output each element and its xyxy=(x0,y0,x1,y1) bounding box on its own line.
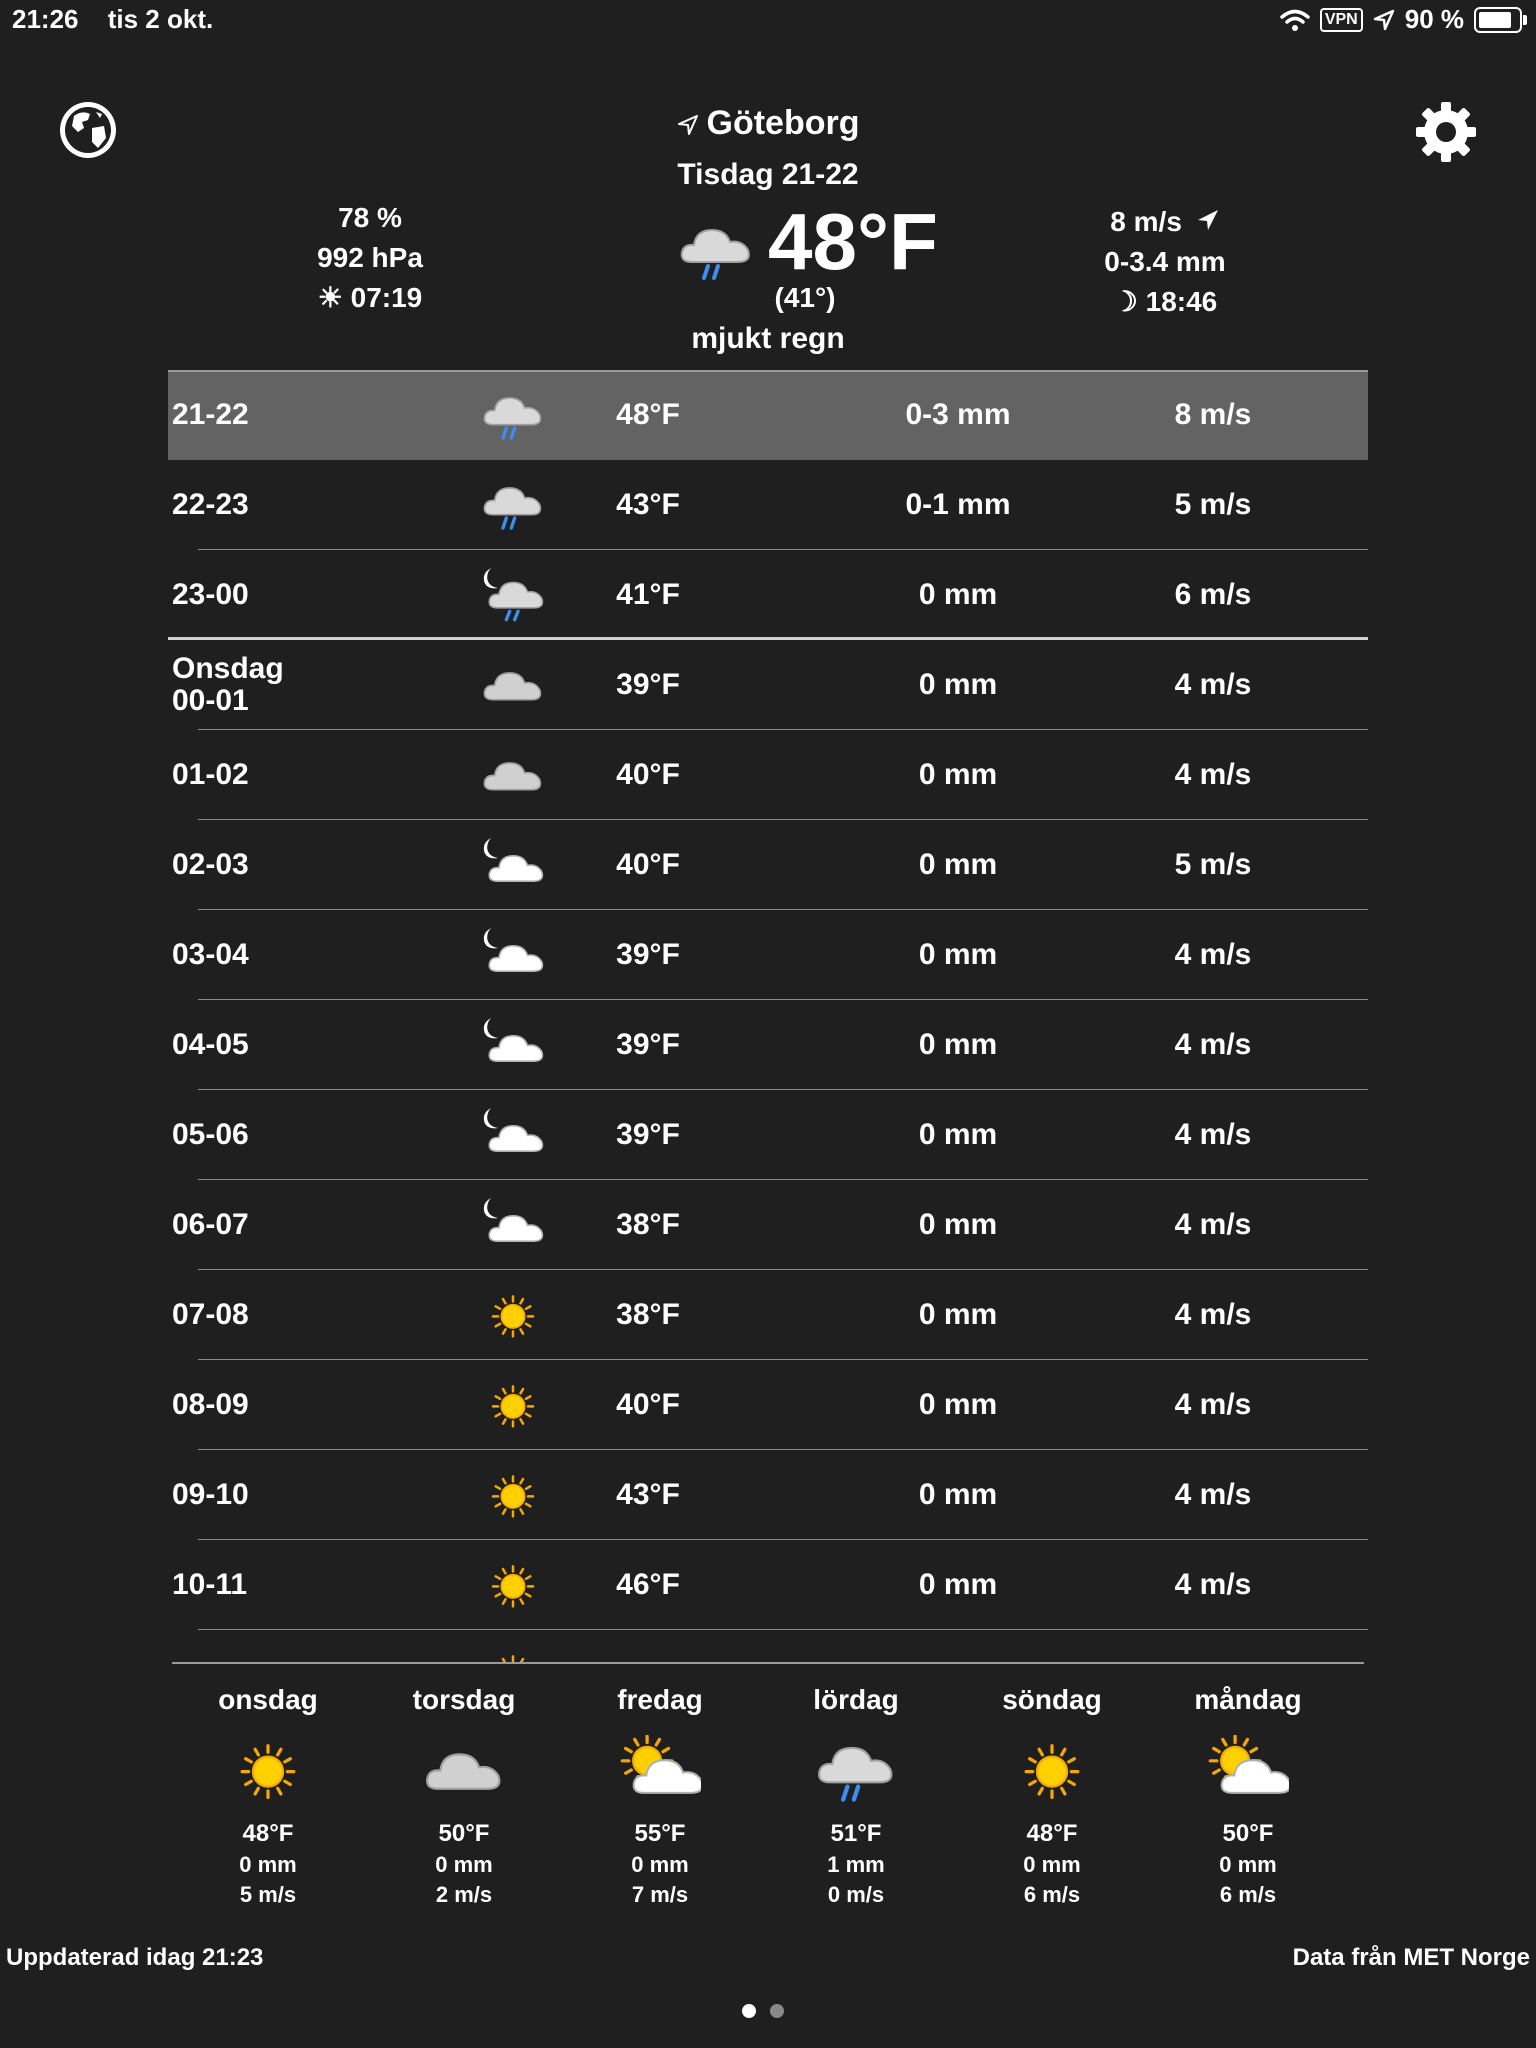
hour-temperature: 40°F xyxy=(616,848,680,881)
day-weather-icon xyxy=(758,1730,954,1810)
status-bar-right xyxy=(1280,4,1522,35)
day-wind: 7 m/s xyxy=(631,1882,689,1907)
hourly-row[interactable] xyxy=(168,1540,1368,1630)
day-label: Onsdag xyxy=(172,652,284,685)
vpn-badge: VPN xyxy=(1320,8,1363,32)
day-precipitation: 0 mm xyxy=(631,1852,689,1877)
hour-range: 08-09 xyxy=(172,1388,249,1421)
hour-range: 03-04 xyxy=(172,938,249,971)
hour-range: 01-02 xyxy=(172,758,249,791)
current-temperature: 48°F xyxy=(768,197,938,286)
hour-range-cell xyxy=(172,460,422,550)
hour-wind: 4 m/s xyxy=(1174,668,1252,701)
hour-temperature: 38°F xyxy=(616,1298,680,1331)
status-bar-left xyxy=(12,4,235,35)
hour-wind: 6 m/s xyxy=(1174,578,1252,611)
hourly-row[interactable] xyxy=(168,1090,1368,1180)
night-cloud-icon xyxy=(481,1108,545,1163)
day-wind: 0 m/s xyxy=(827,1882,885,1907)
location-arrow-icon xyxy=(1373,9,1395,31)
hour-wind: 4 m/s xyxy=(1174,1028,1252,1061)
hour-range: 05-06 xyxy=(172,1118,249,1151)
cloud-icon xyxy=(481,748,545,803)
hour-weather-icon xyxy=(448,820,578,910)
hour-weather-icon xyxy=(448,370,578,460)
hour-range: 21-22 xyxy=(172,398,249,431)
day-temperature: 50°F xyxy=(438,1820,490,1847)
hour-range: 09-10 xyxy=(172,1478,249,1511)
sun-icon xyxy=(481,1468,545,1523)
hour-wind: 4 m/s xyxy=(1174,1568,1252,1601)
hourly-row[interactable] xyxy=(168,1180,1368,1270)
daily-forecast-item[interactable] xyxy=(170,1684,366,1908)
hour-range: 04-05 xyxy=(172,1028,249,1061)
hour-range: 10-11 xyxy=(172,1568,248,1601)
status-time: 21:26 xyxy=(12,4,79,34)
hour-range-cell xyxy=(172,1270,422,1360)
weather-condition: mjukt regn xyxy=(691,322,845,355)
hourly-row[interactable] xyxy=(168,1000,1368,1090)
day-name: onsdag xyxy=(218,1684,318,1715)
hour-range-cell xyxy=(172,730,422,820)
hour-range-cell xyxy=(172,1000,422,1090)
table-top-border xyxy=(168,370,1368,372)
hour-range: 22-23 xyxy=(172,488,249,521)
hour-temperature: 38°F xyxy=(616,1208,680,1241)
night-cloud-icon xyxy=(481,838,545,893)
hour-range-cell xyxy=(172,1360,422,1450)
hour-temperature: 46°F xyxy=(616,1568,680,1601)
hourly-row[interactable] xyxy=(168,1450,1368,1540)
hourly-row[interactable] xyxy=(168,1360,1368,1450)
day-weather-icon xyxy=(170,1730,366,1810)
hour-range: 07-08 xyxy=(172,1298,249,1331)
hour-weather-icon xyxy=(448,1540,578,1630)
wind-speed: 8 m/s xyxy=(1110,206,1182,237)
hour-precipitation: 0 mm xyxy=(918,1118,998,1151)
daily-forecast-item[interactable] xyxy=(758,1684,954,1908)
hour-wind: 5 m/s xyxy=(1174,488,1252,521)
day-temperature: 55°F xyxy=(634,1820,686,1847)
hour-weather-icon xyxy=(448,910,578,1000)
hour-weather-icon xyxy=(448,1000,578,1090)
day-wind: 6 m/s xyxy=(1023,1882,1081,1907)
hour-wind: 4 m/s xyxy=(1174,1298,1252,1331)
day-name: söndag xyxy=(1002,1684,1102,1715)
hour-precipitation: 0 mm xyxy=(918,1568,998,1601)
day-name: måndag xyxy=(1194,1684,1302,1715)
sun-icon xyxy=(1011,1735,1093,1806)
battery-percent: 90 % xyxy=(1404,4,1464,34)
sunrise-value: ☀ 07:19 xyxy=(317,282,423,313)
hourly-row[interactable] xyxy=(168,820,1368,910)
daily-forecast-item[interactable] xyxy=(1150,1684,1346,1908)
updated-text: Uppdaterad idag 21:23 xyxy=(6,1944,264,1971)
hour-precipitation: 0 mm xyxy=(918,848,998,881)
page-dot-2[interactable] xyxy=(770,2004,784,2018)
day-wind: 2 m/s xyxy=(435,1882,493,1907)
table-bottom-border xyxy=(172,1662,1364,1664)
day-precipitation: 0 mm xyxy=(1023,1852,1081,1877)
precip-value: 0-3.4 mm xyxy=(1104,246,1226,277)
hour-range: 06-07 xyxy=(172,1208,249,1241)
hour-weather-icon xyxy=(448,1450,578,1540)
page-dot-1[interactable] xyxy=(742,2004,756,2018)
hour-temperature: 39°F xyxy=(616,1028,680,1061)
city-title[interactable] xyxy=(0,104,1536,143)
sun-icon xyxy=(481,1558,545,1613)
hour-wind: 8 m/s xyxy=(1174,398,1252,431)
sunset-value: ☽ 18:46 xyxy=(1112,286,1218,317)
hour-wind: 4 m/s xyxy=(1174,758,1252,791)
day-temperature: 50°F xyxy=(1222,1820,1274,1847)
feels-like-temperature: (41°) xyxy=(774,282,836,313)
hour-wind: 4 m/s xyxy=(1174,938,1252,971)
humidity-value: 78 % xyxy=(338,202,402,233)
hour-wind: 4 m/s xyxy=(1174,1388,1252,1421)
night-cloud-icon xyxy=(481,1018,545,1073)
hour-weather-icon xyxy=(448,730,578,820)
night-rain-icon xyxy=(481,568,545,623)
hour-range-cell xyxy=(172,550,422,640)
day-temperature: 48°F xyxy=(1026,1820,1078,1847)
day-precipitation: 0 mm xyxy=(239,1852,297,1877)
hour-temperature: 39°F xyxy=(616,938,680,971)
hour-precipitation: 0 mm xyxy=(918,1028,998,1061)
day-wind: 5 m/s xyxy=(239,1882,297,1907)
hour-range-cell xyxy=(172,640,422,730)
hour-precipitation: 0 mm xyxy=(918,758,998,791)
day-precipitation: 0 mm xyxy=(435,1852,493,1877)
page-indicator[interactable] xyxy=(742,2004,784,2018)
pressure-value: 992 hPa xyxy=(317,242,423,273)
sun-icon xyxy=(227,1735,309,1806)
hour-temperature: 39°F xyxy=(616,1118,680,1151)
hour-temperature: 41°F xyxy=(616,578,680,611)
wifi-icon xyxy=(1280,8,1310,32)
hour-wind: 4 m/s xyxy=(1174,1208,1252,1241)
battery-fill xyxy=(1479,12,1511,28)
hour-weather-icon xyxy=(448,1090,578,1180)
daily-forecast-item[interactable] xyxy=(954,1684,1150,1908)
daily-forecast xyxy=(170,1684,1370,1914)
hour-temperature: 40°F xyxy=(616,758,680,791)
hour-precipitation: 0 mm xyxy=(918,1298,998,1331)
rain-cloud-icon xyxy=(678,218,754,282)
hour-range: 00-01 xyxy=(172,684,249,717)
hour-weather-icon xyxy=(448,460,578,550)
hour-wind: 5 m/s xyxy=(1174,848,1252,881)
cloud-icon xyxy=(481,658,545,713)
rain-cloud-icon xyxy=(481,478,545,533)
hour-weather-icon xyxy=(448,640,578,730)
night-cloud-icon xyxy=(481,928,545,983)
hour-range: 02-03 xyxy=(172,848,249,881)
hour-temperature: 48°F xyxy=(616,398,680,431)
night-cloud-icon xyxy=(481,1198,545,1253)
hour-range: 23-00 xyxy=(172,578,249,611)
day-precipitation: 0 mm xyxy=(1219,1852,1277,1877)
hour-weather-icon xyxy=(448,550,578,640)
hour-range-cell xyxy=(172,910,422,1000)
day-weather-icon xyxy=(366,1730,562,1810)
hour-temperature: 43°F xyxy=(616,488,680,521)
hourly-row[interactable] xyxy=(168,910,1368,1000)
sun-cloud-icon xyxy=(619,1735,701,1806)
rain-cloud-icon xyxy=(815,1735,897,1806)
hourly-forecast-table[interactable] xyxy=(168,370,1368,1664)
hourly-row[interactable] xyxy=(168,730,1368,820)
status-date: tis 2 okt. xyxy=(107,4,214,34)
hour-precipitation: 0 mm xyxy=(918,578,998,611)
battery-icon xyxy=(1474,7,1522,33)
daily-forecast-item[interactable] xyxy=(562,1684,758,1908)
sun-cloud-icon xyxy=(1207,1735,1289,1806)
day-temperature: 51°F xyxy=(830,1820,882,1847)
hour-range-cell xyxy=(172,1090,422,1180)
data-source-text[interactable]: Data från MET Norge xyxy=(1292,1944,1530,1971)
day-name: torsdag xyxy=(412,1684,516,1715)
hour-range-cell xyxy=(172,820,422,910)
current-stats-left xyxy=(270,198,470,318)
hourly-row[interactable] xyxy=(168,550,1368,640)
wind-direction-icon xyxy=(1194,208,1220,234)
hourly-row[interactable] xyxy=(168,1270,1368,1360)
hour-temperature: 43°F xyxy=(616,1478,680,1511)
hour-range-cell xyxy=(172,1180,422,1270)
day-weather-icon xyxy=(562,1730,758,1810)
rain-cloud-icon xyxy=(481,388,545,443)
day-precipitation: 1 mm xyxy=(827,1852,885,1877)
day-weather-icon xyxy=(954,1730,1150,1810)
hour-weather-icon xyxy=(448,1270,578,1360)
hour-precipitation: 0 mm xyxy=(918,1478,998,1511)
hour-precipitation: 0 mm xyxy=(918,1388,998,1421)
hourly-row-partial[interactable] xyxy=(168,1630,1368,1664)
sun-icon xyxy=(481,1378,545,1433)
hour-precipitation: 0-1 mm xyxy=(905,488,1011,521)
hour-wind: 4 m/s xyxy=(1174,1118,1252,1151)
city-name: Göteborg xyxy=(706,104,860,142)
wind-value xyxy=(1060,202,1270,242)
current-stats-right xyxy=(1060,202,1270,322)
hour-wind: 4 m/s xyxy=(1174,1478,1252,1511)
day-wind: 6 m/s xyxy=(1219,1882,1277,1907)
hour-temperature: 39°F xyxy=(616,668,680,701)
location-arrow-icon xyxy=(677,114,699,136)
hour-range-cell xyxy=(172,370,422,460)
hour-weather-icon xyxy=(448,1630,578,1664)
hour-precipitation: 0 mm xyxy=(918,938,998,971)
daily-forecast-item[interactable] xyxy=(366,1684,562,1908)
day-name: fredag xyxy=(617,1684,703,1715)
hour-range-cell xyxy=(172,1540,422,1630)
hour-range-cell xyxy=(172,1450,422,1540)
hour-precipitation: 0 mm xyxy=(918,668,998,701)
hour-weather-icon xyxy=(448,1360,578,1450)
current-weather-icon xyxy=(678,218,754,287)
cloud-icon xyxy=(423,1735,505,1806)
hourly-row[interactable] xyxy=(168,640,1368,730)
hour-precipitation: 0 mm xyxy=(918,1208,998,1241)
hour-precipitation: 0-3 mm xyxy=(905,398,1011,431)
sun-icon xyxy=(481,1288,545,1343)
hourly-row[interactable] xyxy=(168,370,1368,460)
day-weather-icon xyxy=(1150,1730,1346,1810)
hour-weather-icon xyxy=(448,1180,578,1270)
hourly-row[interactable] xyxy=(168,460,1368,550)
hour-temperature: 40°F xyxy=(616,1388,680,1421)
day-temperature: 48°F xyxy=(242,1820,294,1847)
day-name: lördag xyxy=(813,1684,899,1715)
current-period: Tisdag 21-22 xyxy=(677,158,859,191)
